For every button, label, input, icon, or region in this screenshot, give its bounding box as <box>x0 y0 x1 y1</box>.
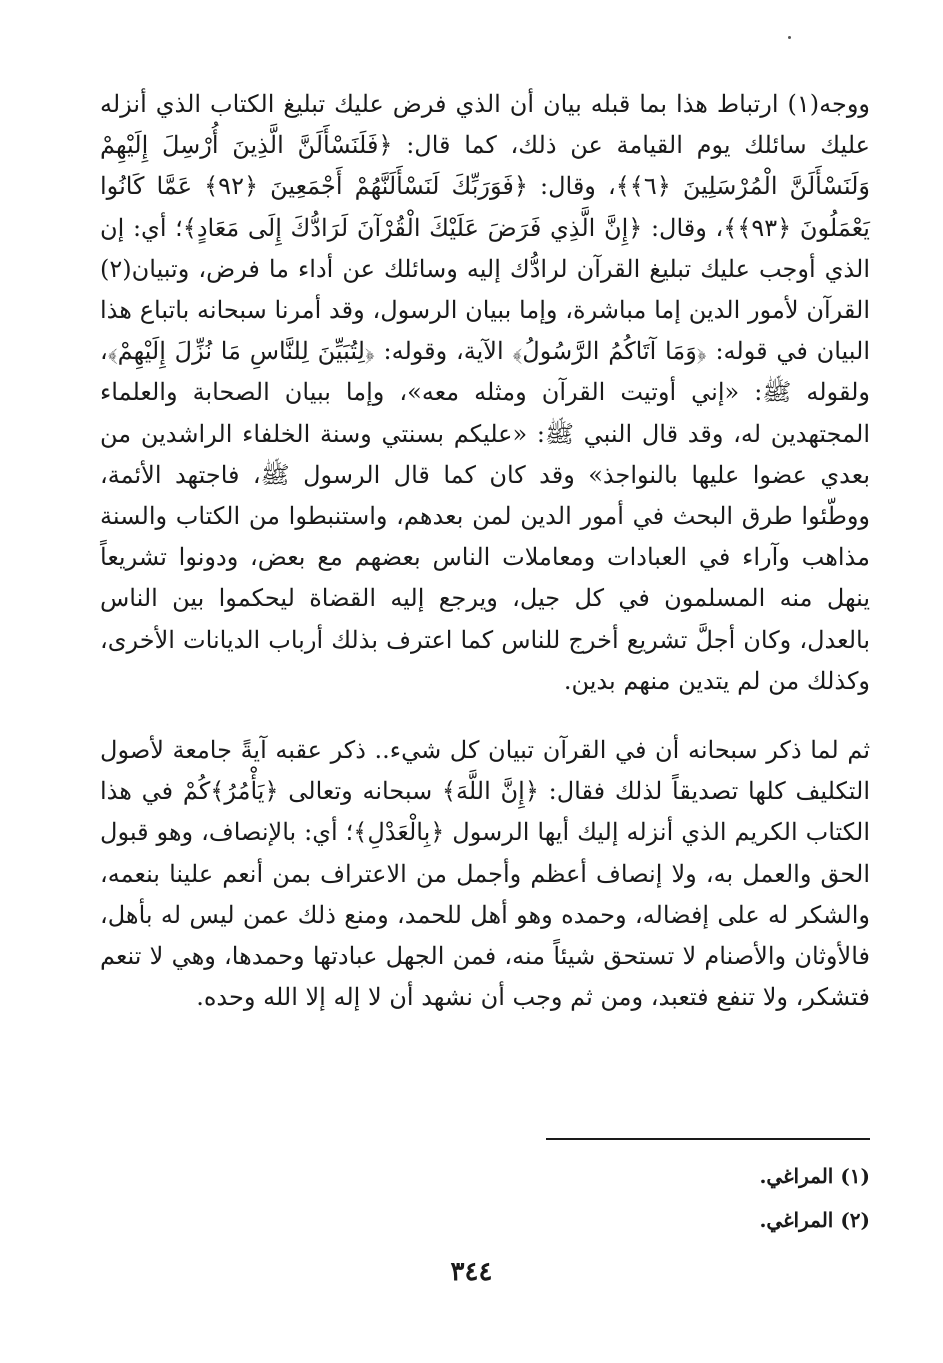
main-text <box>100 84 870 1018</box>
footnote-divider <box>546 1138 870 1140</box>
page-number: ٣٤٤ <box>450 1257 493 1287</box>
footnote-1: (١) المراغي. <box>759 1164 870 1188</box>
paragraph-1: ووجه(١) ارتباط هذا بما قبله بيان أن الذي فرض عليك تبليغ الكتاب الذي أنزله عليك سائلك يوم القيامة عن ذلك، كما قال: ﴿فَلَنَسْأَلَنَّ الَّذِينَ أُرْسِلَ إِلَيْهِمْ وَلَنَسْأَلَنَّ الْمُرْسَلِينَ ﴿٦﴾﴾، وقال: ﴿فَوَرَبِّكَ لَنَسْأَلَنَّهُمْ أَجْمَعِينَ ﴿٩٢﴾ عَمَّا كَانُوا يَعْمَلُونَ ﴿٩٣﴾﴾، وقال: ﴿إِنَّ الَّذِي فَرَضَ عَلَيْكَ الْقُرْآنَ لَرَادُّكَ إِلَى مَعَادٍ﴾؛ أي: إن الذي أوجب عليك تبليغ القرآن لرادُّك إليه وسائلك عن أداء ما فرض، وتبيان(٢) القرآن لأمور الدين إما مباشرة، وإما ببيان الرسول، وقد أمرنا سبحانه باتباع هذا البيان في قوله: ﴿وَمَا آتَاكُمُ الرَّسُولُ﴾ الآية، وقوله: ﴿لِتُبَيِّنَ لِلنَّاسِ مَا نُزِّلَ إِلَيْهِمْ﴾، ولقوله ﷺ: «إني أوتيت القرآن ومثله معه»، وإما ببيان الصحابة والعلماء المجتهدين له، وقد قال النبي ﷺ: «عليكم بسنتي وسنة الخلفاء الراشدين من بعدي عضوا عليها بالنواجذ» وقد كان كما قال الرسول ﷺ، فاجتهد الأئمة، ووطّئوا طرق البحث في أمور الدين لمن بعدهم، واستنبطوا من الكتاب والسنة مذاهب وآراء في العبادات ومعاملات الناس بعضهم مع بعض، ودونوا تشريعاً ينهل منه المسلمون في كل جيل، ويرجع إليه القضاة ليحكموا بين الناس بالعدل، وكان أجلَّ تشريع أخرج للناس كما اعترف بذلك أرباب الديانات الأخرى، وكذلك من لم يتدين منهم بدين. <box>100 90 871 695</box>
footnote-2: (٢) المراغي. <box>759 1208 870 1232</box>
page-speck <box>788 36 791 39</box>
footnotes <box>100 1154 870 1242</box>
paragraph-2: ثم لما ذكر سبحانه أن في القرآن تبيان كل شيء.. ذكر عقبه آيةً جامعة لأصول التكليف كلها تصديقاً لذلك فقال: ﴿إِنَّ اللَّهَ﴾ سبحانه وتعالى ﴿يَأْمُرُ﴾كُمْ في هذا الكتاب الكريم الذي أنزله إليك أيها الرسول ﴿بِالْعَدْلِ﴾؛ أي: بالإنصاف، وهو قبول الحق والعمل به، ولا إنصاف أعظم وأجمل من الاعتراف بمن أنعم علينا بنعمه، والشكر له على إفضاله، وحمده وهو أهل للحمد، ومنع ذلك عمن ليس له بأهل، فالأوثان والأصنام لا تستحق شيئاً منه، فمن الجهل عبادتها وحمدها، وهي لا تنعم فتشكر، ولا تنفع فتعبد، ومن ثم وجب أن نشهد أن لا إله إلا الله وحده. <box>100 736 870 1012</box>
